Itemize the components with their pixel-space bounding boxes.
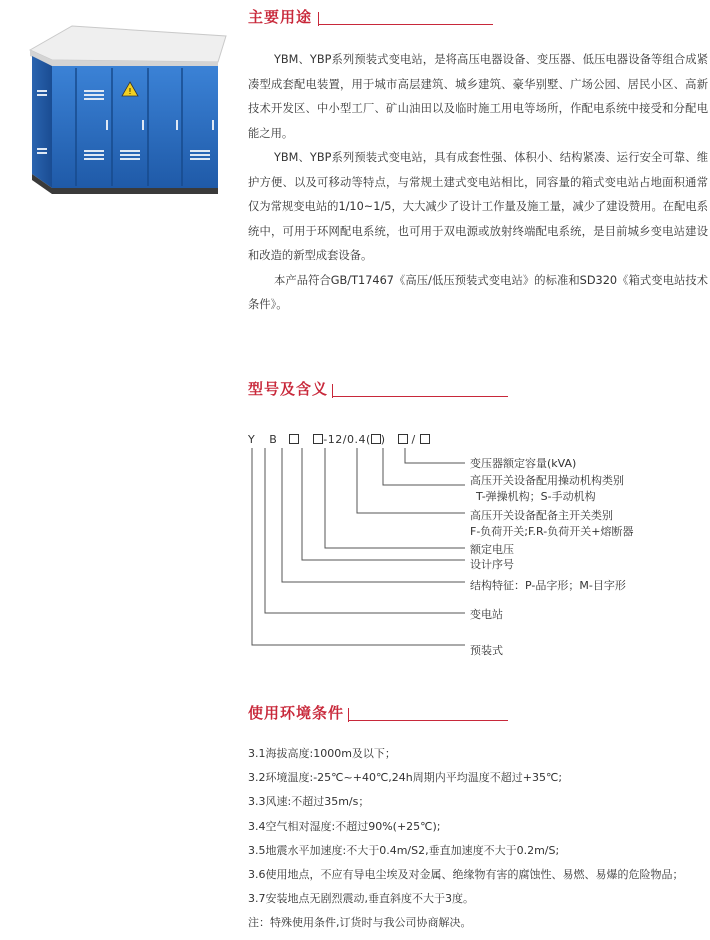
label-switch: 高压开关设备配备主开关类别	[470, 509, 613, 522]
product-image	[12, 20, 232, 200]
label-substation: 变电站	[470, 608, 503, 621]
purpose-paragraph-2: YBM、YBP系列预装式变电站，具有成套性强、体积小、结构紧凑、运行安全可靠、维护方便、以及可移动等特点，与常规土建式变电站相比，同容量的箱式变电站占地面积通常仅为常规变电站的1/10~1/5，大大减少了设计工作量及施工量，减少了建设赞用。在配电系统中，可用于环网配电系统，也可用于双电源或放射终端配电系统，是目前城乡变电站建设和改造的新型成套设备。	[248, 151, 708, 262]
label-structure: 结构特征：P-品字形；M-目字形	[470, 579, 626, 592]
label-prefab: 预装式	[470, 644, 503, 657]
code-voltage: -12/0.4	[323, 433, 366, 446]
purpose-paragraph-1: YBM、YBP系列预装式变电站，是将高压电器设备、变压器、低压电器设备等组合成紧凑型成套配电装置，用于城市高层建筑、城乡建筑、豪华别墅、广场公园、居民小区、高新技术开发区、中小型工厂、矿山油田以及临时施工用电等场所，作配电系统中接受和分配电能之用。	[248, 53, 708, 140]
code-y: Y	[248, 433, 256, 446]
code-rparen: )	[380, 433, 386, 446]
label-design: 设计序号	[470, 558, 514, 571]
section-title: 型号及含义	[248, 380, 329, 398]
purpose-paragraph-3: 本产品符合GB/T17467《高压/低压预装式变电站》的标准和SD320《箱式变电站技术条件》。	[248, 273, 708, 311]
svg-text:!: !	[128, 87, 132, 96]
heading-underline	[332, 396, 508, 397]
code-slash: /	[411, 433, 416, 446]
code-b: B	[269, 433, 278, 446]
label-switch-detail: F-负荷开关;F.R-负荷开关+熔断器	[470, 525, 634, 538]
label-mechanism: 高压开关设备配用操动机构类别	[470, 474, 624, 487]
label-mechanism-detail: T-弹操机构；S-手动机构	[476, 490, 596, 503]
env-item-installation: 3.7安装地点无剧烈震动,垂直斜度不大于3度。	[248, 892, 474, 905]
env-item-wind: 3.3风速:不超过35m/s；	[248, 795, 370, 808]
code-lparen: (	[365, 433, 371, 446]
section-heading-purpose	[248, 6, 498, 32]
model-connector-lines	[240, 440, 470, 655]
section-heading-model	[248, 378, 508, 404]
env-item-altitude: 3.1海拔高度:1000m及以下；	[248, 747, 396, 760]
section-heading-environment	[248, 702, 508, 728]
label-capacity: 变压器额定容量(kVA)	[470, 457, 577, 470]
heading-underline	[348, 720, 508, 721]
section-title: 使用环境条件	[248, 704, 345, 722]
substation-cabinet-illustration	[12, 20, 232, 200]
env-item-temperature: 3.2环境温度:-25℃~+40℃,24h周期内平均温度不超过+35℃;	[248, 771, 563, 784]
env-item-seismic: 3.5地震水平加速度:不大于0.4m/S2,垂直加速度不大于0.2m/S;	[248, 844, 560, 857]
env-item-note: 注：特殊使用条件,订货时与我公司协商解决。	[248, 916, 472, 929]
section-title: 主要用途	[248, 8, 313, 26]
env-item-humidity: 3.4空气相对湿度:不超过90%(+25℃);	[248, 820, 441, 833]
purpose-body	[248, 48, 708, 318]
label-voltage: 额定电压	[470, 543, 514, 556]
env-item-location: 3.6使用地点，不应有导电尘埃及对金属、绝缘物有害的腐蚀性、易燃、易爆的危险物品；	[248, 868, 684, 881]
heading-underline	[318, 24, 493, 25]
